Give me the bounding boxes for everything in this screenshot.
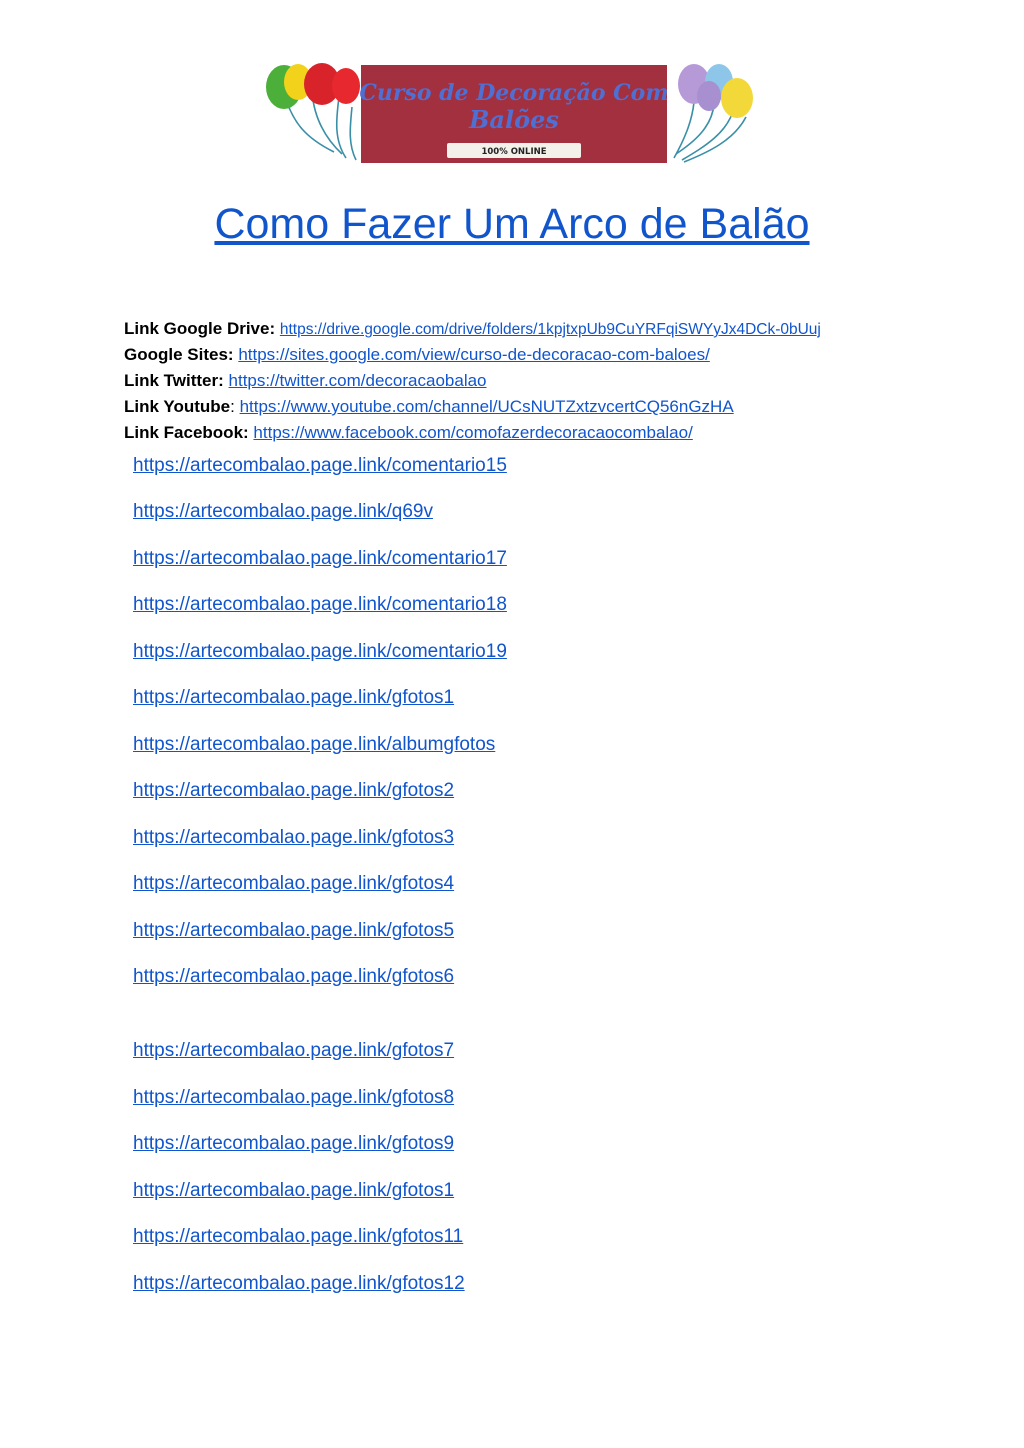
- title-link[interactable]: Como Fazer Um Arco de Balão: [214, 200, 810, 248]
- page-title: [0, 196, 1024, 252]
- list-item: [133, 1223, 463, 1251]
- list-item: [133, 545, 507, 573]
- short-link[interactable]: https://artecombalao.page.link/gfotos1: [133, 687, 455, 708]
- yellow-balloon-right: [721, 78, 753, 118]
- facebook-label: Link Facebook:: [124, 423, 249, 442]
- short-link[interactable]: https://artecombalao.page.link/gfotos8: [133, 1087, 455, 1108]
- banner-line1: Curso de Decoração Com: [359, 80, 669, 106]
- short-link[interactable]: https://artecombalao.page.link/gfotos11: [133, 1226, 464, 1247]
- list-item: [133, 777, 454, 805]
- short-link[interactable]: https://artecombalao.page.link/gfotos12: [133, 1273, 465, 1294]
- list-item: [133, 917, 454, 945]
- youtube-separator: :: [230, 397, 235, 416]
- short-link[interactable]: https://artecombalao.page.link/comentario18: [133, 594, 507, 615]
- banner-line2: Balões: [469, 105, 559, 134]
- google-sites-link[interactable]: https://sites.google.com/view/curso-de-decoracao-com-baloes/: [238, 345, 710, 364]
- list-item: [133, 498, 433, 526]
- course-banner: [264, 62, 756, 166]
- short-link[interactable]: https://artecombalao.page.link/gfotos3: [133, 827, 455, 848]
- google-sites-label: Google Sites:: [124, 345, 234, 364]
- short-link[interactable]: https://artecombalao.page.link/gfotos7: [133, 1040, 455, 1061]
- google-drive-line: [124, 316, 914, 342]
- list-item: [133, 731, 495, 759]
- banner-badge-text: 100% ONLINE: [481, 147, 547, 157]
- list-item: [133, 638, 507, 666]
- list-item: [133, 1084, 454, 1112]
- list-item: [133, 684, 454, 712]
- short-link[interactable]: https://artecombalao.page.link/q69v: [133, 501, 433, 522]
- twitter-link[interactable]: https://twitter.com/decoracaobalao: [228, 371, 487, 390]
- list-item: [133, 1037, 454, 1065]
- short-link[interactable]: https://artecombalao.page.link/comentario17: [133, 548, 507, 569]
- facebook-link[interactable]: https://www.facebook.com/comofazerdecoracaocombalao/: [253, 423, 693, 442]
- short-link[interactable]: https://artecombalao.page.link/gfotos6: [133, 966, 455, 987]
- short-link[interactable]: https://artecombalao.page.link/albumgfotos: [133, 734, 496, 755]
- list-item: [133, 1177, 454, 1205]
- red-balloon-2: [332, 68, 360, 104]
- list-item: [133, 870, 454, 898]
- short-link[interactable]: https://artecombalao.page.link/gfotos2: [133, 780, 455, 801]
- short-link[interactable]: https://artecombalao.page.link/gfotos9: [133, 1133, 455, 1154]
- facebook-line: [124, 420, 914, 446]
- youtube-label: Link Youtube: [124, 397, 231, 416]
- list-item: [133, 452, 507, 480]
- google-sites-line: [124, 342, 914, 368]
- short-link[interactable]: https://artecombalao.page.link/gfotos4: [133, 873, 455, 894]
- list-item: [133, 963, 454, 991]
- short-link[interactable]: https://artecombalao.page.link/gfotos5: [133, 920, 455, 941]
- twitter-line: [124, 368, 914, 394]
- google-drive-label: Link Google Drive:: [124, 319, 276, 338]
- youtube-line: [124, 394, 914, 420]
- list-item: [133, 1130, 454, 1158]
- short-link[interactable]: https://artecombalao.page.link/comentario19: [133, 641, 507, 662]
- short-link[interactable]: https://artecombalao.page.link/gfotos1: [133, 1180, 455, 1201]
- list-item: [133, 1270, 465, 1298]
- balloon-banner-image: [264, 62, 756, 166]
- list-item: [133, 824, 454, 852]
- short-link[interactable]: https://artecombalao.page.link/comentario15: [133, 455, 507, 476]
- list-item: [133, 591, 507, 619]
- purple-balloon-2: [697, 81, 721, 111]
- header-links: [124, 316, 914, 446]
- youtube-link[interactable]: https://www.youtube.com/channel/UCsNUTZxtzvcertCQ56nGzHA: [239, 397, 734, 416]
- google-drive-link[interactable]: https://drive.google.com/drive/folders/1kpjtxpUb9CuYRFqiSWYyJx4DCk-0bUuj: [279, 321, 821, 338]
- twitter-label: Link Twitter:: [124, 371, 224, 390]
